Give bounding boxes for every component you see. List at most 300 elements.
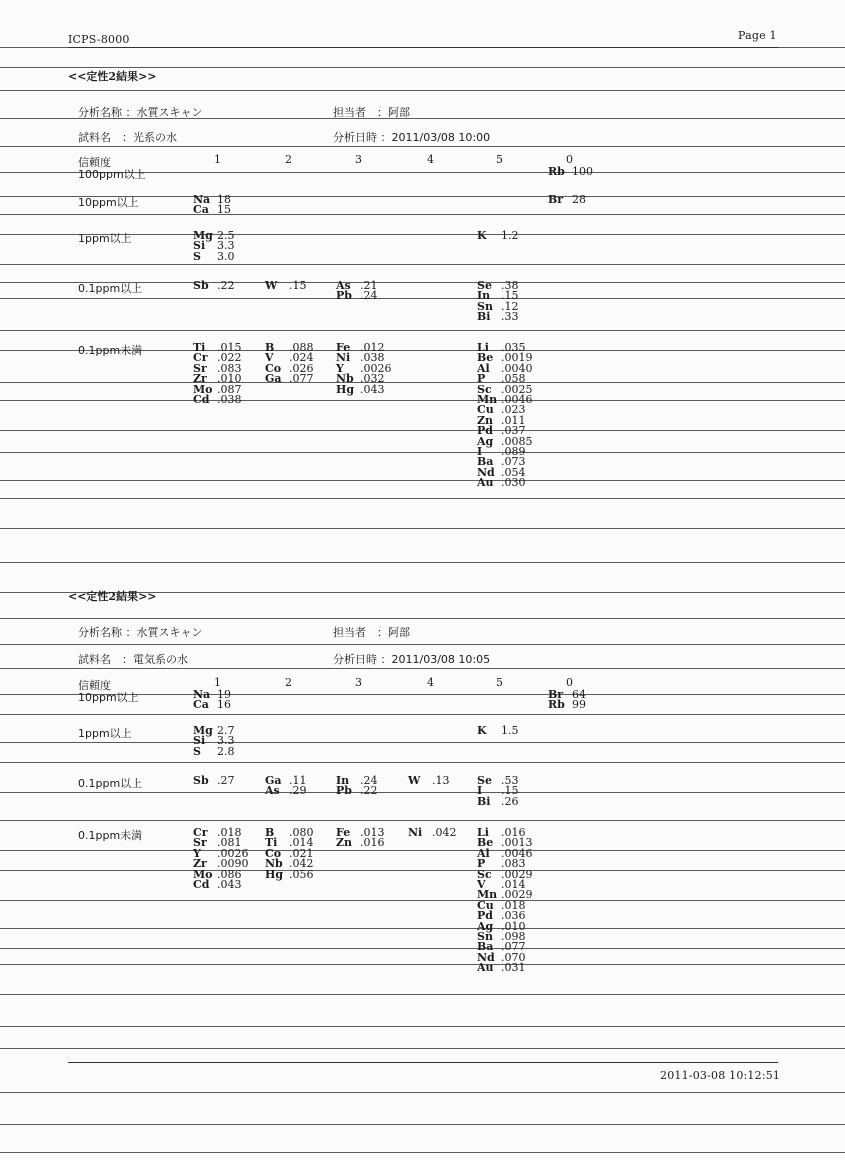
element-symbol: Nb	[265, 857, 283, 871]
element-value: .031	[501, 961, 526, 975]
ruled-line	[0, 330, 845, 331]
column-header: 3	[355, 676, 362, 689]
ruled-line	[0, 562, 845, 563]
ruled-line	[0, 668, 845, 669]
element-column	[265, 281, 307, 291]
ruled-line	[0, 644, 845, 645]
element-value: .53	[501, 774, 519, 787]
element-value: 99	[572, 698, 586, 712]
element-value: .030	[501, 476, 526, 490]
element-symbol: Au	[477, 961, 494, 975]
ruled-line	[0, 1152, 845, 1153]
element-entry	[336, 382, 392, 396]
analysis-name: 分析名称 ：水質スキャン	[78, 106, 203, 119]
element-symbol: B	[265, 341, 275, 354]
person-in-charge: 担当者 ：阿部	[333, 106, 410, 119]
element-value: .024	[289, 351, 314, 365]
element-value: .0040	[501, 361, 533, 375]
element-value: .33	[501, 310, 519, 324]
element-value: .15	[501, 784, 519, 798]
element-value: .0026	[360, 361, 392, 375]
element-entry	[477, 231, 519, 241]
ruled-line	[0, 90, 845, 91]
element-column	[193, 828, 249, 890]
element-value: .0029	[501, 867, 533, 881]
element-value: .054	[501, 465, 526, 479]
concentration-row-label: 10ppm以上	[78, 196, 139, 209]
element-symbol: Ca	[193, 203, 209, 217]
ruled-line	[0, 900, 845, 901]
element-symbol: Zr	[193, 857, 207, 871]
element-value: .088	[289, 341, 314, 354]
element-symbol: Se	[477, 774, 492, 787]
footer-rule	[68, 1062, 778, 1063]
element-symbol: Pd	[477, 424, 493, 438]
element-symbol: Li	[477, 826, 489, 839]
element-value: 1.5	[501, 724, 519, 737]
element-value: .070	[501, 950, 526, 964]
concentration-row-label: 0.1ppm未満	[78, 829, 143, 842]
analysis-name: 分析名称 ：水質スキャン	[78, 626, 203, 639]
element-symbol: Y	[336, 361, 344, 375]
element-value: .021	[289, 846, 314, 860]
element-value: .15	[501, 289, 519, 303]
footer-timestamp: 2011-03-08 10:12:51	[660, 1069, 781, 1082]
element-entry	[265, 281, 307, 291]
element-entry	[548, 700, 586, 710]
element-symbol: Zr	[193, 372, 207, 386]
element-value: .089	[501, 444, 526, 458]
element-symbol: Si	[193, 734, 206, 748]
element-value: .010	[217, 372, 242, 386]
element-entry	[193, 776, 235, 786]
element-symbol: I	[477, 444, 483, 458]
element-column	[477, 281, 519, 323]
element-symbol: Cr	[193, 351, 208, 365]
element-symbol: K	[477, 229, 487, 242]
element-value: .0090	[217, 857, 249, 871]
element-value: .24	[360, 774, 378, 787]
element-symbol: B	[265, 826, 275, 839]
element-symbol: Cu	[477, 898, 494, 912]
element-symbol: Nd	[477, 950, 495, 964]
ruled-line	[0, 762, 845, 763]
element-column	[193, 776, 235, 786]
element-symbol: Co	[265, 361, 282, 375]
element-entry	[408, 776, 450, 786]
ruled-line	[0, 714, 845, 715]
element-symbol: Co	[265, 846, 282, 860]
element-column	[193, 231, 235, 262]
ruled-line	[0, 430, 845, 431]
element-entry	[336, 291, 378, 301]
element-symbol: V	[477, 877, 486, 891]
ruled-line	[0, 1048, 845, 1049]
element-entry	[408, 828, 457, 838]
element-value: 2.7	[217, 724, 235, 737]
element-column	[193, 195, 231, 216]
element-value: .035	[501, 341, 526, 354]
element-symbol: W	[265, 279, 278, 292]
element-column	[408, 776, 450, 786]
element-symbol: Hg	[265, 867, 284, 881]
element-column	[193, 726, 235, 757]
element-symbol: Sc	[477, 867, 492, 881]
ruled-line	[0, 382, 845, 383]
element-symbol: Fe	[336, 826, 351, 839]
element-entry	[193, 249, 235, 263]
element-symbol: Ba	[477, 940, 494, 954]
element-column	[477, 776, 519, 807]
element-column	[548, 195, 586, 205]
element-column	[193, 281, 235, 291]
element-symbol: Mg	[193, 229, 213, 242]
reliability-label: 信頼度	[78, 156, 111, 169]
ruled-line	[0, 264, 845, 265]
element-entry	[265, 786, 307, 796]
element-value: .083	[501, 857, 526, 871]
sample-name: 試料名 ：電気系の水	[78, 653, 188, 666]
element-value: .018	[217, 826, 242, 839]
element-value: 28	[572, 193, 586, 206]
ruled-line	[0, 528, 845, 529]
element-symbol: Ti	[193, 341, 206, 354]
element-value: .056	[289, 867, 314, 881]
element-symbol: Cu	[477, 403, 494, 417]
element-symbol: Ag	[477, 434, 494, 448]
element-symbol: Mg	[193, 724, 213, 737]
element-value: .0019	[501, 351, 533, 365]
element-value: .043	[217, 877, 242, 891]
element-value: .013	[360, 826, 385, 839]
element-symbol: Nd	[477, 465, 495, 479]
element-symbol: I	[477, 784, 483, 798]
element-value: .080	[289, 826, 314, 839]
ruled-line	[0, 480, 845, 481]
element-symbol: Br	[548, 193, 564, 206]
element-symbol: In	[477, 289, 491, 303]
element-symbol: Se	[477, 279, 492, 292]
ruled-line	[0, 298, 845, 299]
element-value: .38	[501, 279, 519, 292]
element-entry	[336, 786, 378, 796]
element-symbol: Pb	[336, 784, 352, 798]
element-value: .086	[217, 867, 242, 881]
element-value: .014	[501, 877, 526, 891]
column-header: 0	[566, 676, 573, 689]
element-value: .13	[432, 774, 450, 787]
element-symbol: Zn	[477, 413, 494, 427]
element-symbol: Be	[477, 836, 494, 850]
element-symbol: Hg	[336, 382, 355, 396]
element-column	[408, 828, 457, 838]
element-value: .0085	[501, 434, 533, 448]
column-header: 1	[214, 676, 221, 689]
element-entry	[477, 794, 519, 808]
element-symbol: Ca	[193, 698, 209, 712]
element-value: 18	[217, 193, 231, 206]
concentration-row-label: 100ppm以上	[78, 168, 146, 181]
ruled-line	[0, 146, 845, 147]
ruled-line	[0, 1092, 845, 1093]
element-value: .26	[501, 794, 519, 808]
ruled-line	[0, 928, 845, 929]
element-symbol: Al	[477, 361, 490, 375]
column-header: 5	[496, 153, 503, 166]
ruled-line	[0, 1124, 845, 1125]
ruled-line	[0, 618, 845, 619]
element-symbol: Cd	[193, 877, 210, 891]
element-column	[265, 776, 307, 797]
ruled-line	[0, 214, 845, 215]
element-symbol: K	[477, 724, 487, 737]
element-value: 100	[572, 165, 593, 178]
element-value: .0046	[501, 392, 533, 406]
element-symbol: Na	[193, 193, 211, 206]
element-value: .27	[217, 774, 235, 787]
element-entry	[193, 877, 249, 891]
element-column	[548, 690, 586, 711]
element-value: .043	[360, 382, 385, 396]
column-header: 3	[355, 153, 362, 166]
element-value: .15	[289, 279, 307, 292]
element-symbol: Sn	[477, 929, 493, 943]
element-value: 2.8	[217, 744, 235, 758]
element-value: .037	[501, 424, 526, 438]
element-value: .073	[501, 455, 526, 469]
ruled-line	[0, 820, 845, 821]
element-symbol: Mn	[477, 888, 498, 902]
element-entry	[265, 374, 314, 384]
element-entry	[548, 167, 593, 177]
section-title: <<定性2結果>>	[68, 70, 157, 83]
element-symbol: Al	[477, 846, 490, 860]
element-entry	[193, 281, 235, 291]
header-underline	[68, 47, 778, 48]
ruled-line	[0, 498, 845, 499]
element-value: .077	[501, 940, 526, 954]
concentration-row-label: 0.1ppm未満	[78, 344, 143, 357]
element-value: 15	[217, 203, 231, 217]
element-symbol: Ni	[408, 826, 423, 839]
concentration-row-label: 0.1ppm以上	[78, 777, 143, 790]
element-value: .016	[501, 826, 526, 839]
element-value: .077	[289, 372, 314, 386]
element-column	[336, 776, 378, 797]
element-symbol: V	[265, 351, 274, 365]
element-value: .081	[217, 836, 242, 850]
column-header: 1	[214, 153, 221, 166]
element-column	[477, 726, 519, 736]
element-symbol: Sr	[193, 361, 207, 375]
page-number: Page 1	[738, 29, 777, 42]
ruled-line	[0, 948, 845, 949]
element-symbol: S	[193, 249, 201, 263]
analysis-datetime: 分析日時 ：2011/03/08 10:00	[333, 131, 491, 144]
element-column	[265, 343, 314, 385]
element-entry	[265, 867, 314, 881]
ruled-line	[0, 994, 845, 995]
element-symbol: W	[408, 774, 421, 787]
element-column	[336, 828, 385, 849]
element-symbol: Y	[193, 846, 201, 860]
element-value: .087	[217, 382, 242, 396]
element-value: .018	[501, 898, 526, 912]
element-symbol: P	[477, 372, 486, 386]
element-symbol: Rb	[548, 165, 565, 178]
element-column	[477, 231, 519, 241]
element-value: .0026	[217, 846, 249, 860]
element-symbol: Fe	[336, 341, 351, 354]
element-symbol: Ag	[477, 919, 494, 933]
element-symbol: Rb	[548, 698, 565, 712]
element-value: .042	[432, 826, 457, 839]
element-entry	[193, 744, 235, 758]
ruled-line	[0, 964, 845, 965]
element-column	[265, 828, 314, 880]
element-value: .22	[217, 279, 235, 292]
element-value: .21	[360, 279, 378, 292]
element-symbol: Bi	[477, 310, 491, 324]
sample-name: 試料名 ：光系の水	[78, 131, 177, 144]
element-entry	[193, 700, 231, 710]
element-symbol: Ga	[265, 774, 282, 787]
element-value: 3.3	[217, 239, 235, 253]
element-symbol: Zn	[336, 836, 353, 850]
element-column	[336, 281, 378, 302]
element-value: .036	[501, 909, 526, 923]
element-symbol: Sb	[193, 279, 209, 292]
element-entry	[477, 478, 533, 488]
element-symbol: Ba	[477, 455, 494, 469]
element-value: .011	[501, 413, 526, 427]
ruled-line	[0, 400, 845, 401]
element-symbol: As	[265, 784, 280, 798]
element-entry	[548, 195, 586, 205]
concentration-row-label: 1ppm以上	[78, 727, 132, 740]
element-value: .014	[289, 836, 314, 850]
element-value: .038	[217, 392, 242, 406]
element-column	[193, 343, 242, 405]
element-value: .0025	[501, 382, 533, 396]
element-entry	[477, 726, 519, 736]
element-value: .0013	[501, 836, 533, 850]
element-value: .058	[501, 372, 526, 386]
ruled-line	[0, 742, 845, 743]
analysis-datetime: 分析日時 ：2011/03/08 10:05	[333, 653, 491, 666]
element-entry	[336, 838, 385, 848]
element-value: .24	[360, 289, 378, 303]
element-symbol: Sr	[193, 836, 207, 850]
element-symbol: Mo	[193, 867, 213, 881]
element-column	[336, 343, 392, 395]
element-value: 1.2	[501, 229, 519, 242]
element-symbol: Si	[193, 239, 206, 253]
element-value: .023	[501, 403, 526, 417]
element-value: .29	[289, 784, 307, 798]
element-value: .22	[360, 784, 378, 798]
column-header: 4	[427, 153, 434, 166]
ruled-line	[0, 1026, 845, 1027]
element-symbol: Mo	[193, 382, 213, 396]
element-symbol: Mn	[477, 392, 498, 406]
column-header: 2	[285, 676, 292, 689]
element-value: .015	[217, 341, 242, 354]
element-value: 2.5	[217, 229, 235, 242]
element-symbol: Sn	[477, 299, 493, 313]
person-in-charge: 担当者 ：阿部	[333, 626, 410, 639]
concentration-row-label: 10ppm以上	[78, 691, 139, 704]
column-header: 0	[566, 153, 573, 166]
element-value: .032	[360, 372, 385, 386]
element-symbol: Br	[548, 688, 564, 701]
element-symbol: Pb	[336, 289, 352, 303]
element-column	[193, 690, 231, 711]
element-symbol: Au	[477, 476, 494, 490]
ruled-line	[0, 850, 845, 851]
element-symbol: Ni	[336, 351, 351, 365]
element-value: .012	[360, 341, 385, 354]
element-value: .0029	[501, 888, 533, 902]
element-symbol: S	[193, 744, 201, 758]
element-symbol: Sc	[477, 382, 492, 396]
ruled-line	[0, 870, 845, 871]
element-symbol: Ti	[265, 836, 278, 850]
element-symbol: Pd	[477, 909, 493, 923]
ruled-line	[0, 792, 845, 793]
element-value: .016	[360, 836, 385, 850]
element-value: .083	[217, 361, 242, 375]
element-symbol: As	[336, 279, 351, 292]
element-symbol: In	[336, 774, 350, 787]
device-name: ICPS-8000	[68, 33, 130, 46]
element-value: 3.3	[217, 734, 235, 748]
element-symbol: Li	[477, 341, 489, 354]
element-entry	[193, 392, 242, 406]
element-symbol: Be	[477, 351, 494, 365]
element-symbol: Nb	[336, 372, 354, 386]
element-symbol: Cr	[193, 826, 208, 839]
column-header: 4	[427, 676, 434, 689]
element-value: 3.0	[217, 249, 235, 263]
element-symbol: Ga	[265, 372, 282, 386]
element-entry	[193, 205, 231, 215]
element-value: 64	[572, 688, 586, 701]
element-value: .0046	[501, 846, 533, 860]
element-symbol: Bi	[477, 794, 491, 808]
element-column	[548, 167, 593, 177]
element-value: .042	[289, 857, 314, 871]
element-value: .022	[217, 351, 242, 365]
element-symbol: P	[477, 857, 486, 871]
element-value: .010	[501, 919, 526, 933]
element-symbol: Sb	[193, 774, 209, 787]
element-value: .11	[289, 774, 307, 787]
section-title: <<定性2結果>>	[68, 590, 157, 603]
element-value: .12	[501, 299, 519, 313]
element-entry	[477, 963, 533, 973]
element-column	[477, 828, 533, 973]
element-value: .038	[360, 351, 385, 365]
reliability-label: 信頼度	[78, 679, 111, 692]
element-value: .026	[289, 361, 314, 375]
concentration-row-label: 0.1ppm以上	[78, 282, 143, 295]
element-value: .098	[501, 929, 526, 943]
column-header: 5	[496, 676, 503, 689]
element-symbol: Cd	[193, 392, 210, 406]
element-entry	[477, 312, 519, 322]
element-value: 16	[217, 698, 231, 712]
